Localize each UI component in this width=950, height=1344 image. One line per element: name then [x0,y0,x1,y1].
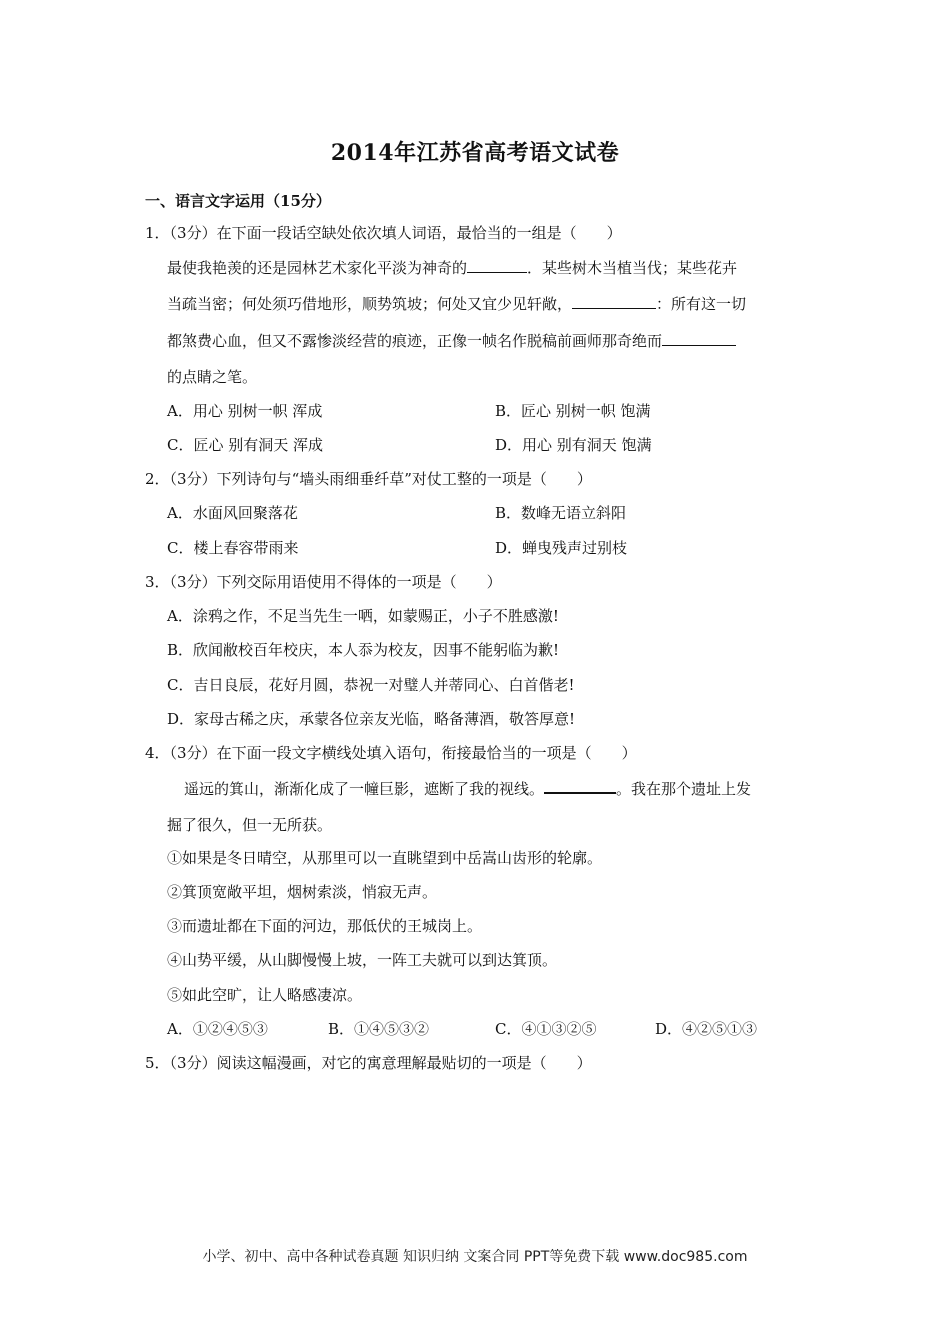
question-2-option-b[interactable]: B．数峰无语立斜阳 [495,504,627,522]
question-1-passage-line-3 [167,331,736,351]
question-4-option-a[interactable]: A．①②④⑤③ [167,1020,268,1038]
question-4-option-b[interactable]: B．①④⑤③② [328,1020,430,1038]
question-1-stem: 1．（3分）在下面一段话空缺处依次填人词语，最恰当的一组是（ ） [145,224,622,242]
question-3-option-a[interactable]: A．涂鸦之作，不足当先生一哂，如蒙赐正，小子不胜感激! [167,607,559,625]
question-4-sentence-4: ④山势平缓，从山脚慢慢上坡，一阵工夫就可以到达箕顶。 [167,951,558,969]
question-4-passage-line-1 [184,778,751,799]
question-4-passage-line-2: 掘了很久，但一无所获。 [167,816,333,834]
question-1-option-a[interactable]: A．用心 别树一帜 浑成 [167,402,323,420]
question-4-option-c[interactable]: C．④①③②⑤ [495,1020,597,1038]
question-3-stem: 3．（3分）下列交际用语使用不得体的一项是（ ） [145,573,502,591]
question-1-option-c[interactable]: C．匠心 别有洞天 浑成 [167,436,324,454]
passage-text: 最使我艳羡的还是园林艺术家化平淡为神奇的 [167,259,468,277]
question-2-option-c[interactable]: C．楼上春容带雨来 [167,539,299,557]
question-3-option-d[interactable]: D．家母古稀之庆，承蒙各位亲友光临，略备薄酒，敬答厚意! [167,710,576,728]
question-3-option-c[interactable]: C．吉日良辰，花好月圆，恭祝一对璧人并蒂同心、白首偕老! [167,676,575,694]
question-2-option-a[interactable]: A．水面风回聚落花 [167,504,298,522]
question-4-sentence-2: ②箕顶宽敞平坦，烟树索淡，悄寂无声。 [167,883,438,901]
passage-text: ：所有这一切 [656,295,747,313]
passage-text: 遥远的箕山，渐渐化成了一幢巨影，遮断了我的视线。 [184,780,545,798]
question-1-passage-line-2 [167,294,746,314]
section-heading: 一、语言文字运用（15分） [145,192,331,210]
question-4-sentence-5: ⑤如此空旷，让人略感凄凉。 [167,986,363,1004]
page-footer: 小学、初中、高中各种试卷真题 知识归纳 文案合同 PPT等免费下载 www.doc985.com [202,1249,748,1265]
question-4-sentence-3: ③而遗址都在下面的河边，那低伏的王城岗上。 [167,917,483,935]
question-1-passage-line-4: 的点睛之笔。 [167,368,258,386]
question-3-option-b[interactable]: B．欣闻敝校百年校庆，本人忝为校友，因事不能躬临为歉! [167,641,560,659]
question-4-stem: 4．（3分）在下面一段文字横线处填入语句，衔接最恰当的一项是（ ） [145,744,637,762]
answer-blank [662,331,736,346]
question-4-sentence-1: ①如果是冬日晴空，从那里可以一直眺望到中岳嵩山齿形的轮廓。 [167,849,603,867]
answer-blank [467,258,527,273]
answer-blank [572,294,656,309]
question-1-option-b[interactable]: B．匠心 别树一帜 饱满 [495,402,651,420]
passage-text: 当疏当密；何处须巧借地形，顺势筑坡；何处又宜少见轩敞， [167,295,573,313]
page-title: 2014年江苏省高考语文试卷 [330,140,620,166]
answer-blank [544,778,616,794]
passage-text: ．某些树木当植当伐；某些花卉 [527,259,738,277]
question-2-stem: 2．（3分）下列诗句与“墙头雨细垂纤草”对仗工整的一项是（ ） [145,470,592,488]
question-4-option-d[interactable]: D．④②⑤①③ [655,1020,758,1038]
question-2-option-d[interactable]: D．蝉曳残声过别枝 [495,539,628,557]
question-1-option-d[interactable]: D．用心 别有洞天 饱满 [495,436,652,454]
passage-text: 都煞费心血，但又不露惨淡经营的痕迹，正像一帧名作脱稿前画师那奇绝而 [167,332,663,350]
question-1-passage-line-1 [167,258,737,278]
passage-text: 。我在那个遗址上发 [616,780,752,798]
question-5-stem: 5．（3分）阅读这幅漫画，对它的寓意理解最贴切的一项是（ ） [145,1054,592,1072]
